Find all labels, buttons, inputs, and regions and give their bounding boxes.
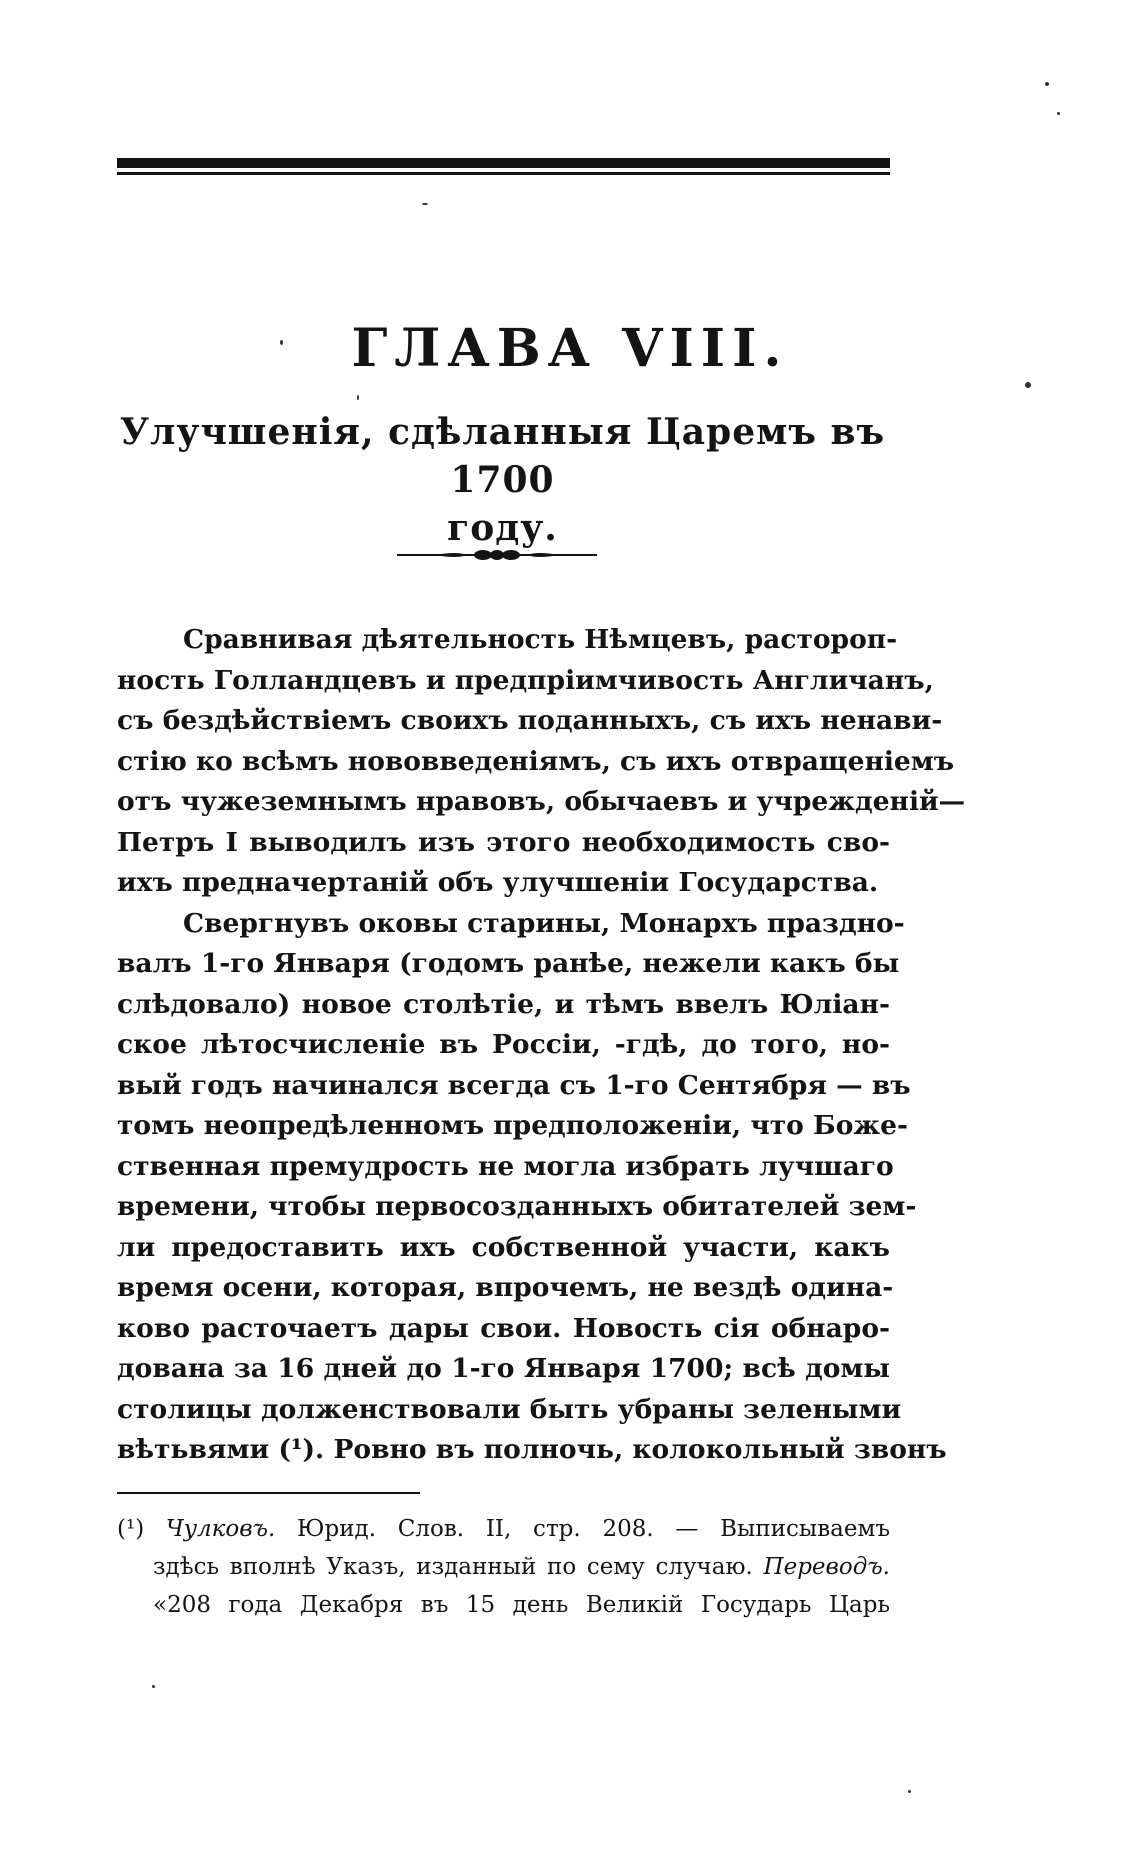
footnote-line-1 [117, 1510, 890, 1548]
body-line: слѣдовало) новое столѣтіе, и тѣмъ ввелъ Юліан- [117, 988, 890, 1020]
footnote-line-2-text: здѣсь вполнѣ Указъ, изданный по сему случаю. [153, 1554, 753, 1580]
footnote-rule [117, 1492, 420, 1494]
chapter-subtitle-line-2: году. [447, 507, 558, 549]
body-line: стію ко всѣмъ нововведеніямъ, съ ихъ отвращеніемъ [117, 745, 955, 777]
footnote-reference: Юрид. Слов. II, стр. 208. — Выписываемъ [297, 1516, 890, 1542]
body-line: Петръ I выводилъ изъ этого необходимость сво- [117, 826, 890, 858]
body-line: времени, чтобы первосозданныхъ обитателей зем- [117, 1191, 917, 1222]
paper-speck [1045, 82, 1049, 86]
header-double-rule [117, 158, 890, 175]
body-line: Сравнивая дѣятельность Нѣмцевъ, растороп- [183, 624, 898, 655]
body-line: валъ 1-го Января (годомъ ранѣе, нежели какъ бы [117, 948, 900, 979]
body-line: столицы долженствовали быть убраны зелеными [117, 1393, 902, 1425]
paper-speck [1057, 112, 1060, 115]
paper-speck [152, 1685, 155, 1688]
footnote [117, 1510, 890, 1624]
body-line: вый годъ начинался всегда съ 1-го Сентября — въ [117, 1069, 911, 1101]
footnote-author: Чулковъ. [165, 1516, 276, 1542]
body-line: ское лѣтосчисленіе въ Россіи, -гдѣ, до того, но- [117, 1029, 890, 1060]
body-line: съ бездѣйствіемъ своихъ поданныхъ, съ ихъ ненави- [117, 705, 943, 736]
body-line: ственная премудрость не могла избрать лучшаго [117, 1150, 894, 1182]
body-line: ихъ предначертаній объ улучшеніи Государства. [117, 867, 879, 898]
chapter-title: ГЛАВА VIII. [351, 318, 789, 379]
body-line: ли предоставить ихъ собственной участи, какъ [117, 1231, 890, 1263]
footnote-translation-label: Переводъ. [763, 1554, 890, 1580]
chapter-subtitle-line-1: Улучшенія, сдѣланныя Царемъ въ 1700 [119, 411, 886, 501]
paper-speck [908, 1790, 911, 1793]
body-line: Свергнувъ оковы старины, Монархъ праздно- [183, 907, 905, 939]
paper-speck [422, 203, 428, 205]
ornament-divider-icon [397, 549, 597, 561]
paper-speck [1025, 382, 1031, 388]
footnote-line-3: «208 года Декабря въ 15 день Великій Государь Царь [153, 1592, 890, 1618]
body-line: томъ неопредѣленномъ предположеніи, что Боже- [117, 1110, 908, 1141]
body-line: дована за 16 дней до 1-го Января 1700; всѣ домы [117, 1353, 890, 1384]
body-line: время осени, которая, впрочемъ, не вездѣ одина- [117, 1272, 894, 1303]
body-line: вѣтьвями (¹). Ровно въ полночь, колокольный звонъ [117, 1434, 947, 1465]
paper-speck [357, 395, 359, 400]
body-text [117, 620, 966, 1471]
body-line: отъ чужеземнымъ нравовъ, обычаевъ и учрежденій— [117, 786, 966, 817]
body-line: ково расточаетъ дары свои. Новость сія обнаро- [117, 1312, 890, 1344]
paper-speck [280, 340, 283, 345]
chapter-subtitle [110, 408, 895, 552]
body-line: ность Голландцевъ и предпріимчивость Англичанъ, [117, 664, 934, 696]
footnote-line-2 [117, 1548, 890, 1586]
footnote-marker: (¹) [117, 1516, 145, 1542]
